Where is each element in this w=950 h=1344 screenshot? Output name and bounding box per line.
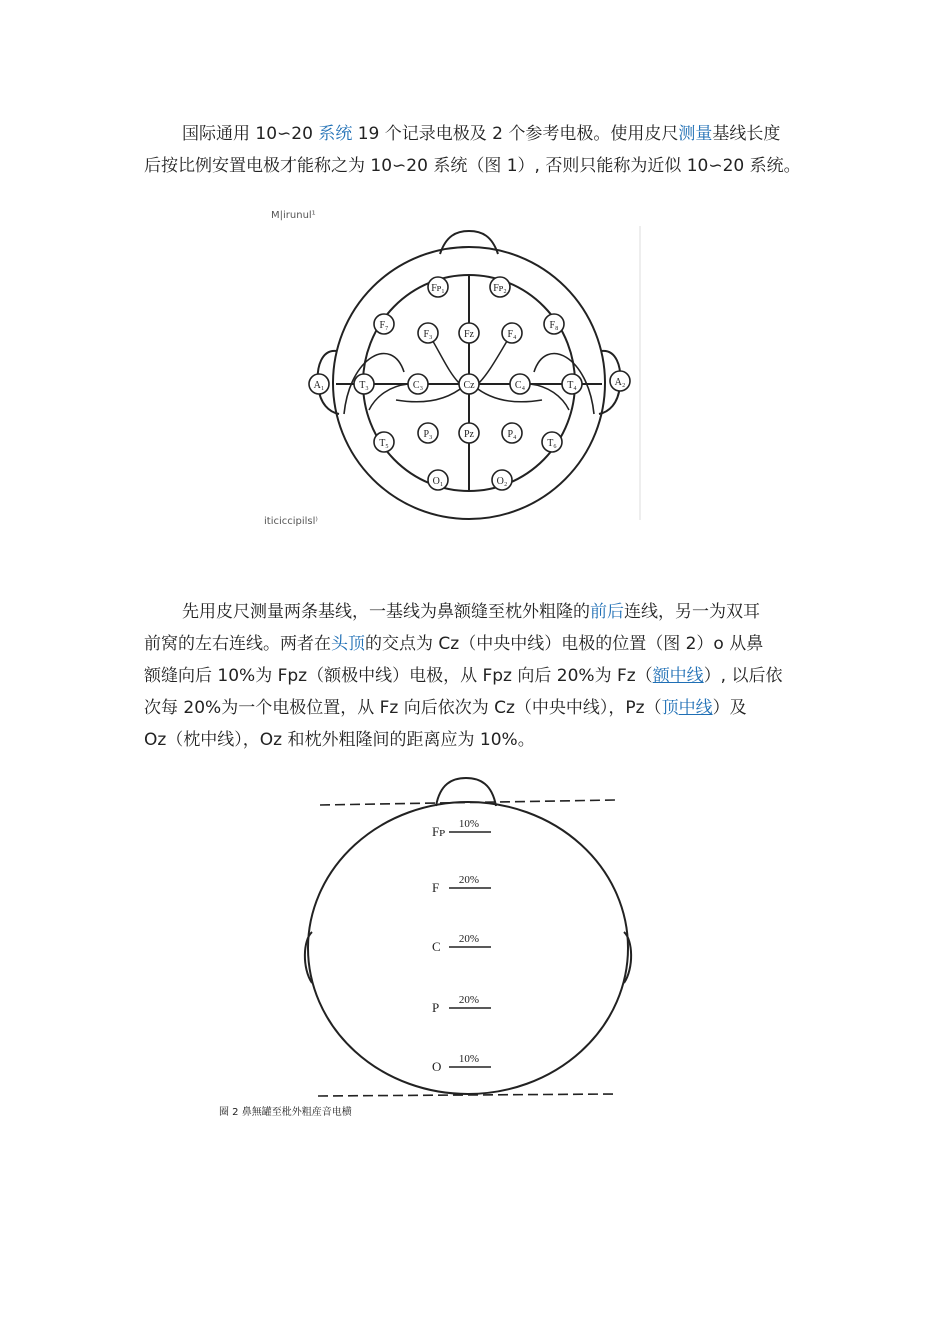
paragraph-2	[144, 596, 824, 756]
electrode-fp2	[490, 277, 510, 297]
electrode-o1	[428, 470, 448, 490]
link-measure[interactable]: 测量	[678, 124, 713, 144]
electrode-a1	[309, 374, 329, 394]
electrode-label: Fᴘ₁	[431, 283, 445, 294]
electrode-fz	[459, 323, 479, 343]
paragraph-2-line-4: 次每 20%为一个电极位置，从 Fz 向后依次为 Cz（中央中线），Pz（顶中线）及	[144, 698, 747, 718]
row-percent-label: 10%	[458, 818, 480, 830]
electrode-label: Cᴢ	[463, 380, 475, 391]
figure-2-caption: 圈 2 鼻無罐至枇外粗産音电横	[219, 1107, 352, 1118]
midline-row	[432, 818, 491, 839]
midline-row	[432, 994, 491, 1015]
electrode-fp1	[428, 277, 448, 297]
midline-row	[432, 874, 491, 895]
electrode-label: T₃	[359, 380, 369, 391]
link-front-back[interactable]: 前后	[590, 602, 624, 622]
electrode-t4	[562, 374, 582, 394]
electrode-c4	[510, 374, 530, 394]
electrode-f4	[502, 323, 522, 343]
electrode-label: T₅	[379, 438, 389, 449]
link-vertex[interactable]: 头顶	[331, 634, 365, 654]
electrode-label: Pᴢ	[464, 429, 474, 440]
electrode-pz	[459, 423, 479, 443]
link-frontal-midline[interactable]: 额中线	[652, 666, 704, 686]
figure-1-top-label: M|irunul¹	[271, 210, 316, 221]
figure-2-midline-diagram	[0, 760, 950, 1110]
electrode-t6	[542, 432, 562, 452]
electrode-p4	[502, 423, 522, 443]
electrode-label: F₇	[379, 320, 389, 331]
row-percent-label: 20%	[458, 933, 480, 945]
paragraph-1-line-1: 国际通用 10∽20 系统 19 个记录电极及 2 个参考电极。使用皮尺测量基线长度	[182, 124, 781, 144]
electrode-a2	[610, 371, 630, 391]
electrode-label: C₃	[412, 380, 424, 391]
electrode-label: P₄	[507, 429, 517, 440]
electrode-label: A₂	[614, 377, 626, 388]
electrode-label: Fᴢ	[464, 329, 474, 340]
figure-1-bottom-label: iticiccipilsl⁾	[264, 516, 318, 527]
row-electrode-letter: F	[432, 880, 440, 895]
row-percent-label: 20%	[458, 994, 480, 1006]
row-electrode-letter: C	[432, 939, 441, 954]
electrode-label: C₄	[514, 380, 526, 391]
row-percent-label: 10%	[458, 1053, 480, 1065]
electrode-c3	[408, 374, 428, 394]
midline-row	[432, 933, 491, 954]
electrode-label: O₂	[496, 476, 508, 487]
electrode-label: T₆	[547, 438, 557, 449]
electrode-cz	[459, 374, 479, 394]
electrode-p3	[418, 423, 438, 443]
link-system[interactable]: 系统	[318, 124, 353, 144]
electrode-f8	[544, 314, 564, 334]
paragraph-2-line-1: 先用皮尺测量两条基线，一基线为鼻额缝至枕外粗隆的前后连线，另一为双耳	[182, 602, 760, 622]
paragraph-2-line-5: Oz（枕中线），Oz 和枕外粗隆间的距离应为 10%。	[144, 730, 535, 750]
paragraph-2-line-3: 额缝向后 10%为 Fpz（额极中线）电极，从 Fpz 向后 20%为 Fz（额中线）, 以后依	[144, 666, 783, 686]
electrode-label: O₁	[432, 476, 444, 487]
electrode-label: F₃	[423, 329, 433, 340]
row-electrode-letter: P	[432, 1000, 440, 1015]
electrode-label: A₁	[313, 380, 325, 391]
row-electrode-letter: O	[432, 1059, 442, 1074]
electrode-label: Fᴘ₂	[493, 283, 507, 294]
link-midline[interactable]: 中线	[678, 698, 713, 718]
row-percent-label: 20%	[458, 874, 480, 886]
electrode-label: F₈	[549, 320, 559, 331]
electrode-o2	[492, 470, 512, 490]
electrode-f3	[418, 323, 438, 343]
row-electrode-letter: Fᴘ	[432, 824, 446, 839]
link-top[interactable]: 顶	[661, 698, 679, 718]
electrode-t5	[374, 432, 394, 452]
electrode-f7	[374, 314, 394, 334]
midline-row	[432, 1053, 491, 1074]
electrode-label: T₄	[567, 380, 577, 391]
electrode-label: F₄	[507, 329, 517, 340]
electrode-label: P₃	[423, 429, 433, 440]
paragraph-1-line-2: 后按比例安置电极才能称之为 10∽20 系统（图 1）, 否则只能称为近似 10∽20 系统。	[144, 156, 801, 176]
paragraph-2-line-2: 前窝的左右连线。两者在头顶的交点为 Cz（中央中线）电极的位置（图 2）o 从鼻	[144, 634, 764, 654]
electrode-t3	[354, 374, 374, 394]
figure-1-electrode-diagram	[0, 0, 950, 560]
